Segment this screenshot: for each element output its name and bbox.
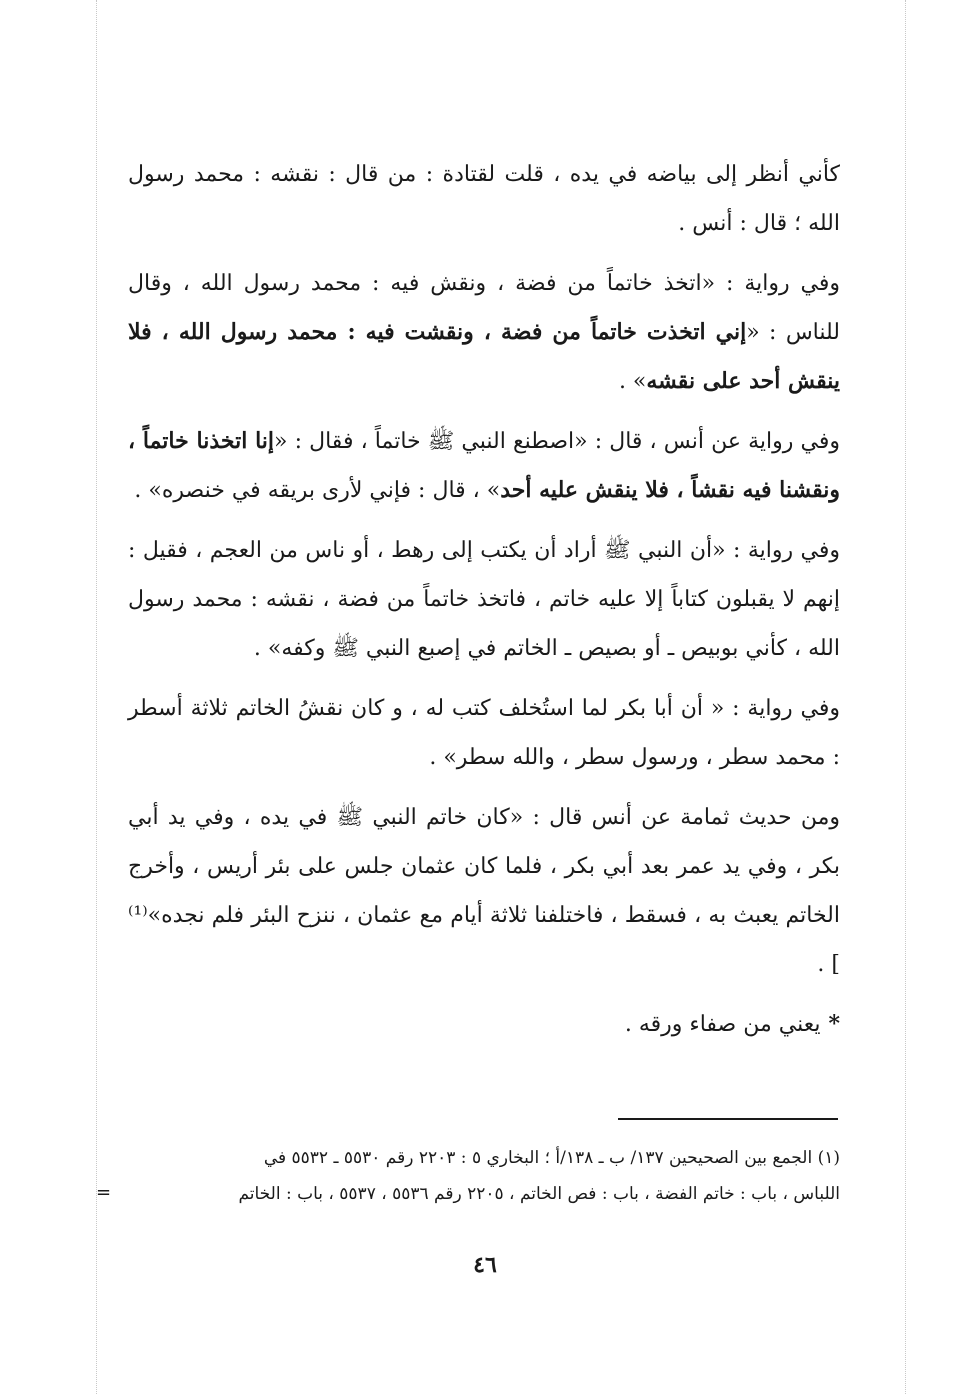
paragraph-6: ومن حديث ثمامة عن أنس قال : «كان خاتم النبي ﷺ في يده ، وفي يد أبي بكر ، وفي يد عمر بعد أبي بكر ، فلما كان عثمان جلس على بئر أريس ، وأخرج الخاتم يعبث به ، فسقط ، فاختلفنا ثلاثة أيام مع عثمان ، ننزح البئر فلم نجده»⁽¹⁾ ] . <box>128 805 840 977</box>
footnote-continue-mark: = <box>96 1182 112 1203</box>
paragraph-1: كأني أنظر إلى بياضه في يده ، قلت لقتادة : من قال : نقشه : محمد رسول الله ؛ قال : أنس . <box>128 162 840 236</box>
paragraph-2-tail: » . <box>618 369 647 394</box>
scan-edge-right <box>905 0 906 1394</box>
main-text <box>128 150 840 1049</box>
paragraph-3-tail: » ، قال : فإني لأرى بريقه في خنصره» . <box>134 478 501 503</box>
paragraph-3-quote: إنا اتخذنا خاتماً ، ونقشنا فيه نقشاً ، فلا ينقش عليه أحد <box>128 428 840 503</box>
paragraph-2-plain: وفي رواية : «اتخذ خاتماً من فضة ، ونقش فيه : محمد رسول الله ، وقال للناس : « <box>128 271 840 345</box>
note-text: يعني من صفاء ورقه . <box>624 1012 821 1037</box>
footnote-line-1: (١) الجمع بين الصحيحين ١٣٧/ ب ـ ١٣٨/أ ؛ البخاري ٥ : ٢٢٠٣ رقم ٥٥٣٠ ـ ٥٥٣٢ في <box>263 1148 840 1168</box>
page-number: ٤٦ <box>473 1252 497 1278</box>
explanatory-note <box>128 1000 840 1049</box>
footnote-line-2: اللباس ، باب : خاتم الفضة ، باب : فص الخاتم ، ٢٢٠٥ رقم ٥٥٣٦ ، ٥٥٣٧ ، باب : الخاتم <box>238 1184 840 1204</box>
paragraph-5: وفي رواية : « أن أبا بكر لما استُخلف كتب له ، و كان نقشُ الخاتم ثلاثة أسطر : محمد سطر ، ورسول سطر ، والله سطر» . <box>128 696 840 770</box>
paragraph-3-plain: وفي رواية عن أنس ، قال : «اصطنع النبي ﷺ خاتماً ، فقال : « <box>274 429 840 454</box>
paragraph-2-quote: إني اتخذت خاتماً من فضة ، ونقشت فيه : محمد رسول الله ، فلا ينقش أحد على نقشه <box>128 319 840 394</box>
paragraph-2 <box>128 259 840 406</box>
footnotes <box>128 1140 840 1212</box>
paragraph-3 <box>128 417 840 515</box>
paragraph-4: وفي رواية : «أن النبي ﷺ أراد أن يكتب إلى رهط ، أو ناس من العجم ، فقيل : إنهم لا يقبلون كتاباً إلا عليه خاتم ، فاتخذ خاتماً من فضة ، نقشه : محمد رسول الله ، كأني بوبيص ـ أو بصيص ـ الخاتم في إصبع النبي ﷺ وكفه» . <box>128 538 840 661</box>
footnote-separator <box>618 1118 838 1120</box>
note-star: * <box>828 1011 840 1037</box>
